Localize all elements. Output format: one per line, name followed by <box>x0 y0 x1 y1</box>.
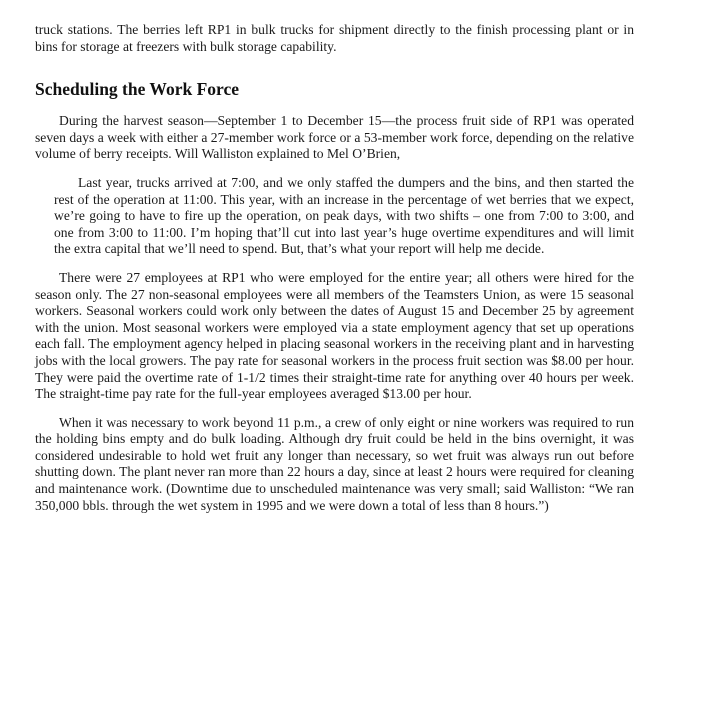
intro-paragraph: truck stations. The berries left RP1 in bulk trucks for shipment directly to the finish processing plant or in bins for storage at freezers with bulk storage capability. <box>35 22 634 54</box>
body-paragraph-1: During the harvest season—September 1 to December 15—the process fruit side of RP1 was operated seven days a week with either a 27-member work force or a 53-member work force, depending on the relative volume of berry receipts. Will Walliston explained to Mel O’Brien, <box>35 113 634 162</box>
document-page <box>35 22 634 514</box>
block-quote: Last year, trucks arrived at 7:00, and we only staffed the dumpers and the bins, and then started the rest of the operation at 11:00. This year, with an increase in the percentage of wet berries that we expect, we’re going to have to fire up the operation, on peak days, with two shifts – one from 7:00 to 3:00, and one from 3:00 to 11:00. I’m hoping that’ll cut into last year’s huge overtime expenditures and will limit the extra capital that we’ll need to spend. But, that’s what your report will help me decide. <box>54 174 634 257</box>
section-heading: Scheduling the Work Force <box>35 79 240 100</box>
body-paragraph-2: There were 27 employees at RP1 who were employed for the entire year; all others were hired for the season only. The 27 non-seasonal employees were all members of the Teamsters Union, as were 15 seasonal workers. Seasonal workers could work only between the dates of August 15 and December 25 by agreement with the union. Most seasonal workers were employed via a state employment agency that set up operations each fall. The employment agency helped in placing seasonal workers in the receiving plant and in harvesting jobs with the local growers. The pay rate for seasonal workers in the process fruit section was $8.00 per hour. They were paid the overtime rate of 1-1/2 times their straight-time rate for anything over 40 hours per week. The straight-time pay rate for the full-year employees averaged $13.00 per hour. <box>35 269 634 402</box>
body-paragraph-3: When it was necessary to work beyond 11 p.m., a crew of only eight or nine workers was required to run the holding bins empty and do bulk loading. Although dry fruit could be held in the bins overnight, it was considered undesirable to hold wet fruit any longer than necessary, so wet fruit was always run out before shutting down. The plant never ran more than 22 hours a day, since at least 2 hours were required for cleaning and maintenance work. (Downtime due to unscheduled maintenance was very small; said Walliston: “We ran 350,000 bbls. through the wet system in 1995 and we were down a total of less than 8 hours.”) <box>35 414 634 513</box>
